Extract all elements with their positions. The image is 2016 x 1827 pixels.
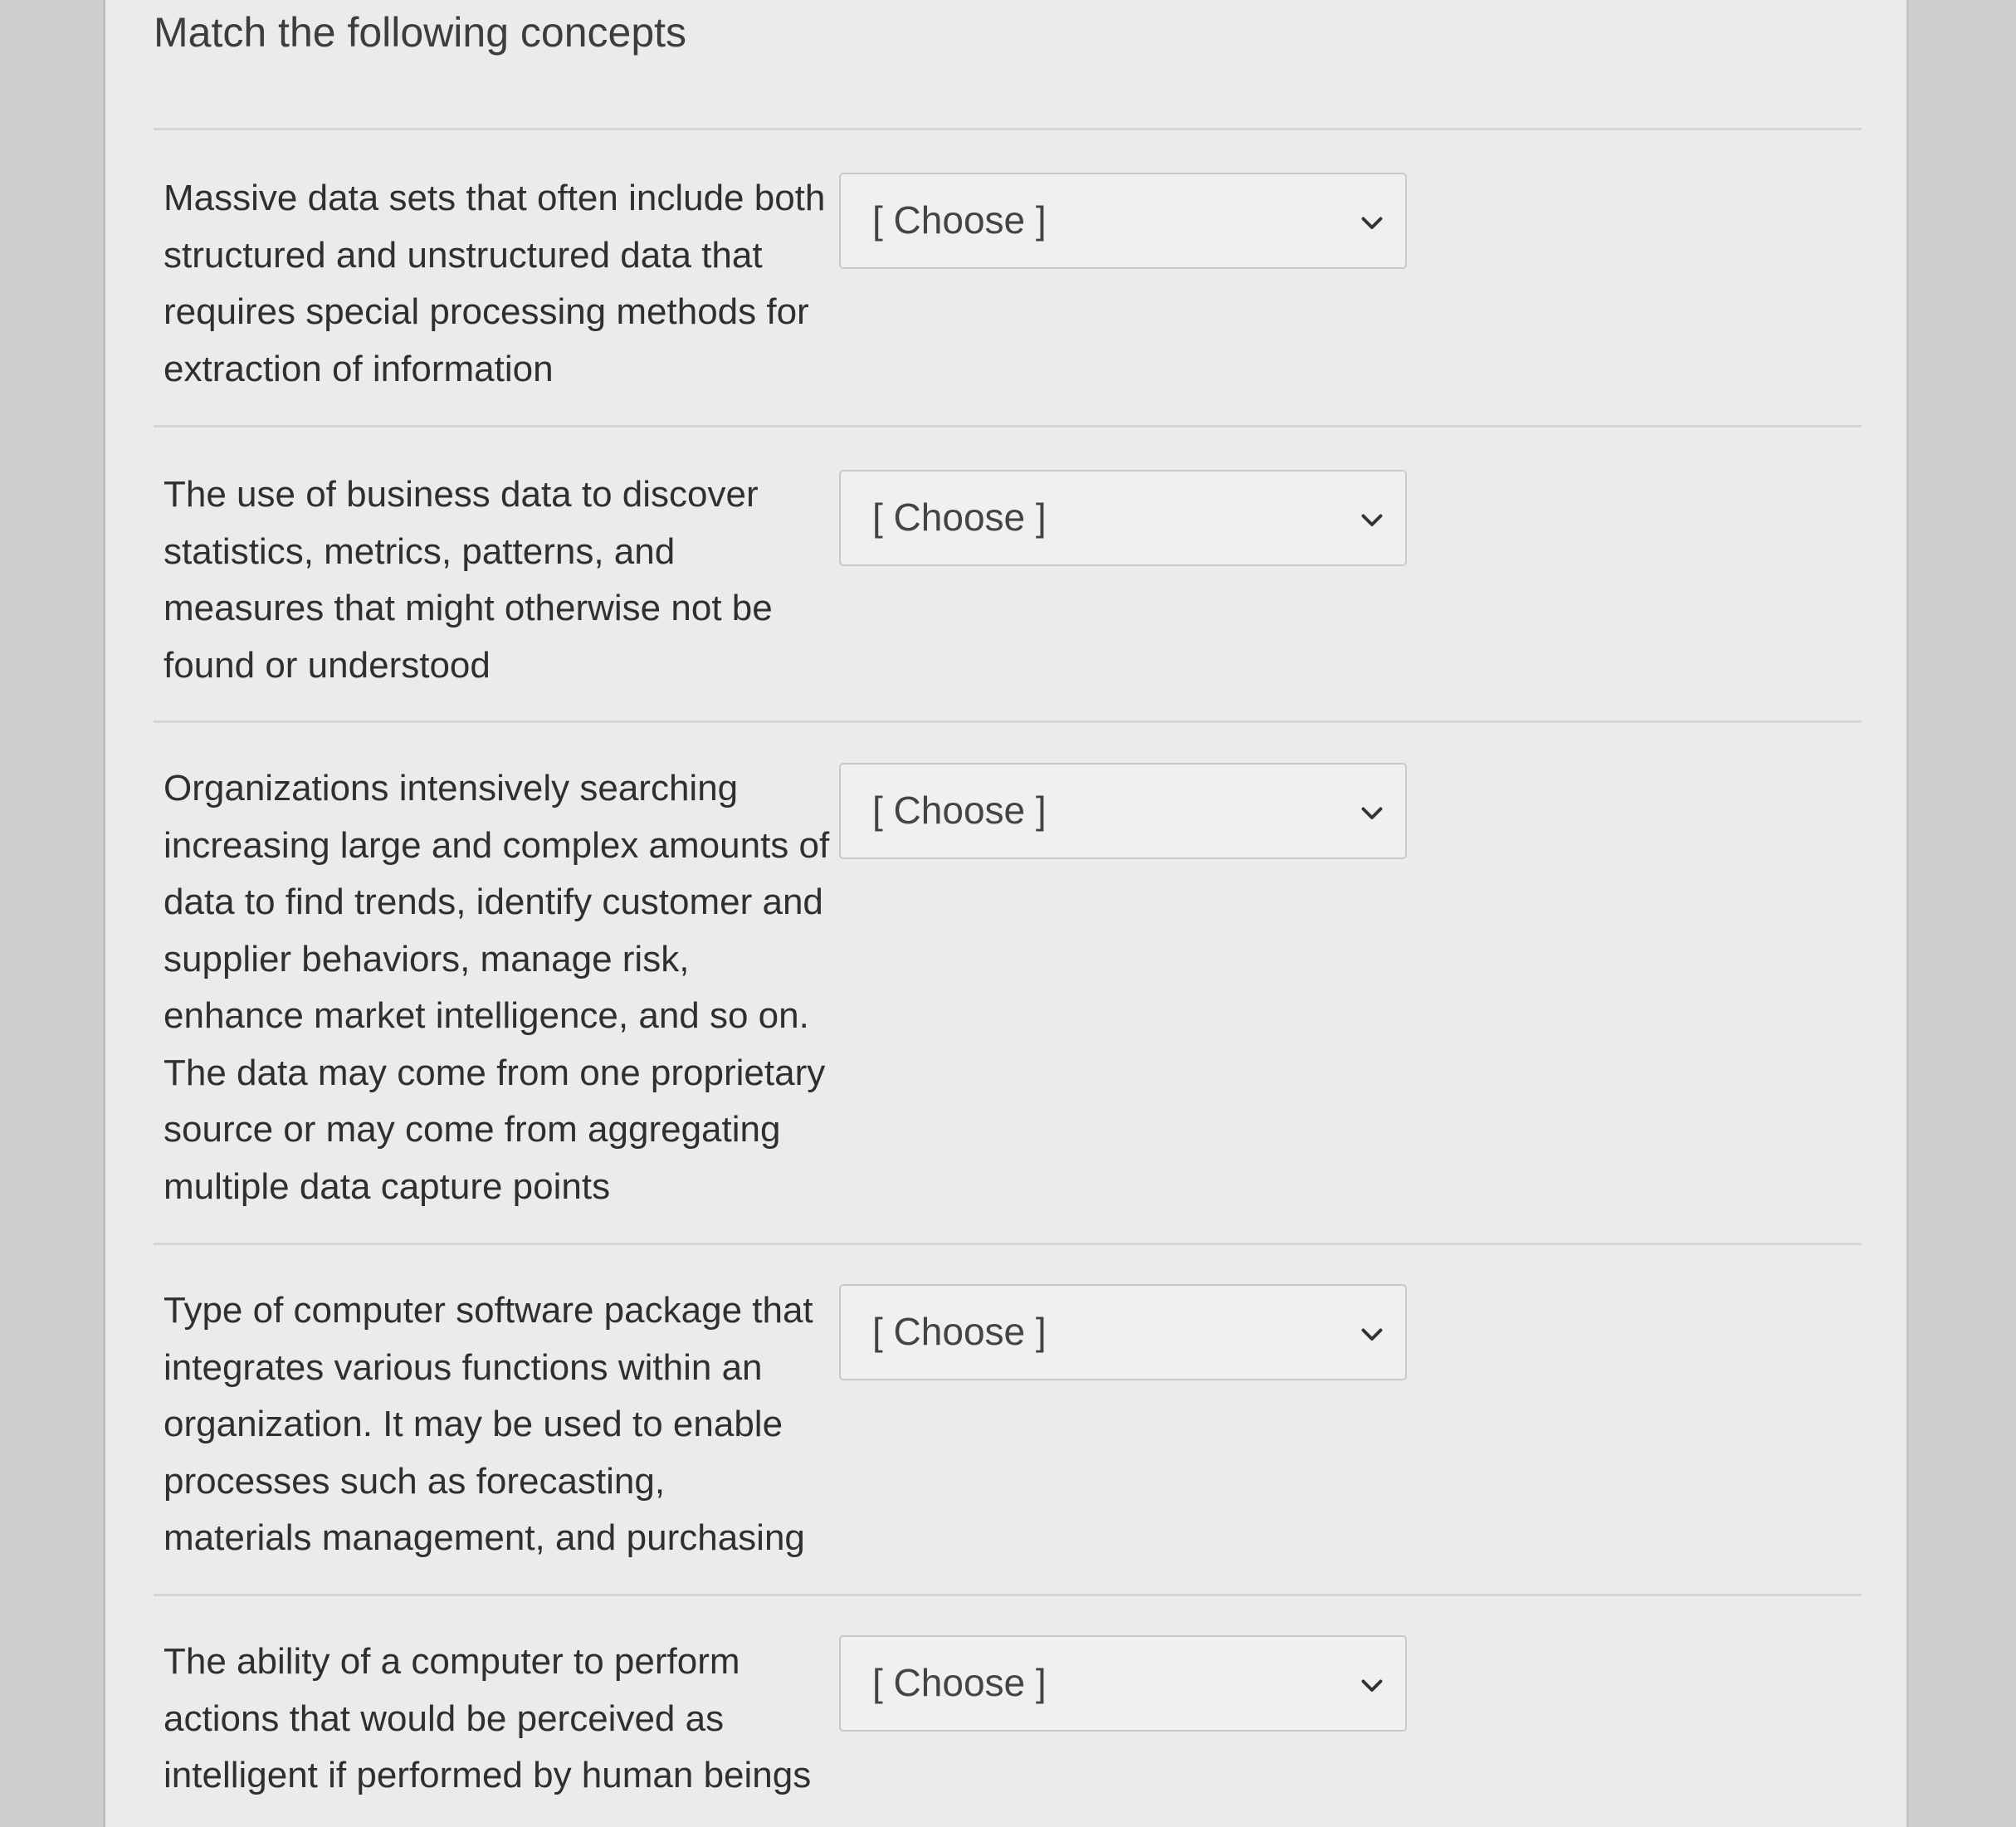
divider xyxy=(154,1243,1862,1245)
answer-select-1[interactable] xyxy=(839,173,1407,269)
select-value-5: [ Choose ] xyxy=(872,1661,1047,1704)
match-row-3 xyxy=(164,760,1862,1225)
match-row-2 xyxy=(164,467,1862,716)
match-row-1 xyxy=(164,170,1862,419)
match-prompt-4: Type of computer software package that integrates various functions within an organization. It may be used to enable processes such as forecasting, materials management, and purchasing xyxy=(164,1290,813,1558)
divider xyxy=(154,721,1862,723)
answer-select-2[interactable] xyxy=(839,470,1407,566)
match-prompt-2: The use of business data to discover statistics, metrics, patterns, and measures that might otherwise not be found or understood xyxy=(164,474,773,686)
chevron-down-icon xyxy=(1357,505,1387,535)
match-prompt-3: Organizations intensively searching increasing large and complex amounts of data to find trends, identify customer and supplier behaviors, manage risk, enhance market intelligence, and so on. The data may come from one proprietary source or may come from aggregating multiple data capture points xyxy=(164,768,830,1207)
match-prompt-5: The ability of a computer to perform actions that would be perceived as intelligent if performed by human beings xyxy=(164,1641,812,1795)
select-value-4: [ Choose ] xyxy=(872,1310,1047,1353)
divider xyxy=(154,425,1862,427)
select-value-1: [ Choose ] xyxy=(872,198,1047,242)
match-row-5 xyxy=(164,1634,1862,1827)
chevron-down-icon xyxy=(1357,1670,1387,1700)
answer-select-3[interactable] xyxy=(839,763,1407,859)
answer-select-4[interactable] xyxy=(839,1284,1407,1380)
divider xyxy=(154,128,1862,130)
question-title: Match the following concepts xyxy=(154,9,687,56)
select-value-2: [ Choose ] xyxy=(872,496,1047,539)
answer-select-5[interactable] xyxy=(839,1635,1407,1732)
chevron-down-icon xyxy=(1357,798,1387,828)
quiz-question-panel xyxy=(103,0,1909,1827)
chevron-down-icon xyxy=(1357,208,1387,237)
chevron-down-icon xyxy=(1357,1319,1387,1349)
match-row-4 xyxy=(164,1282,1862,1590)
match-prompt-1: Massive data sets that often include both structured and unstructured data that requires special processing methods for extraction of information xyxy=(164,178,826,389)
divider xyxy=(154,1594,1862,1596)
select-value-3: [ Choose ] xyxy=(872,789,1047,832)
